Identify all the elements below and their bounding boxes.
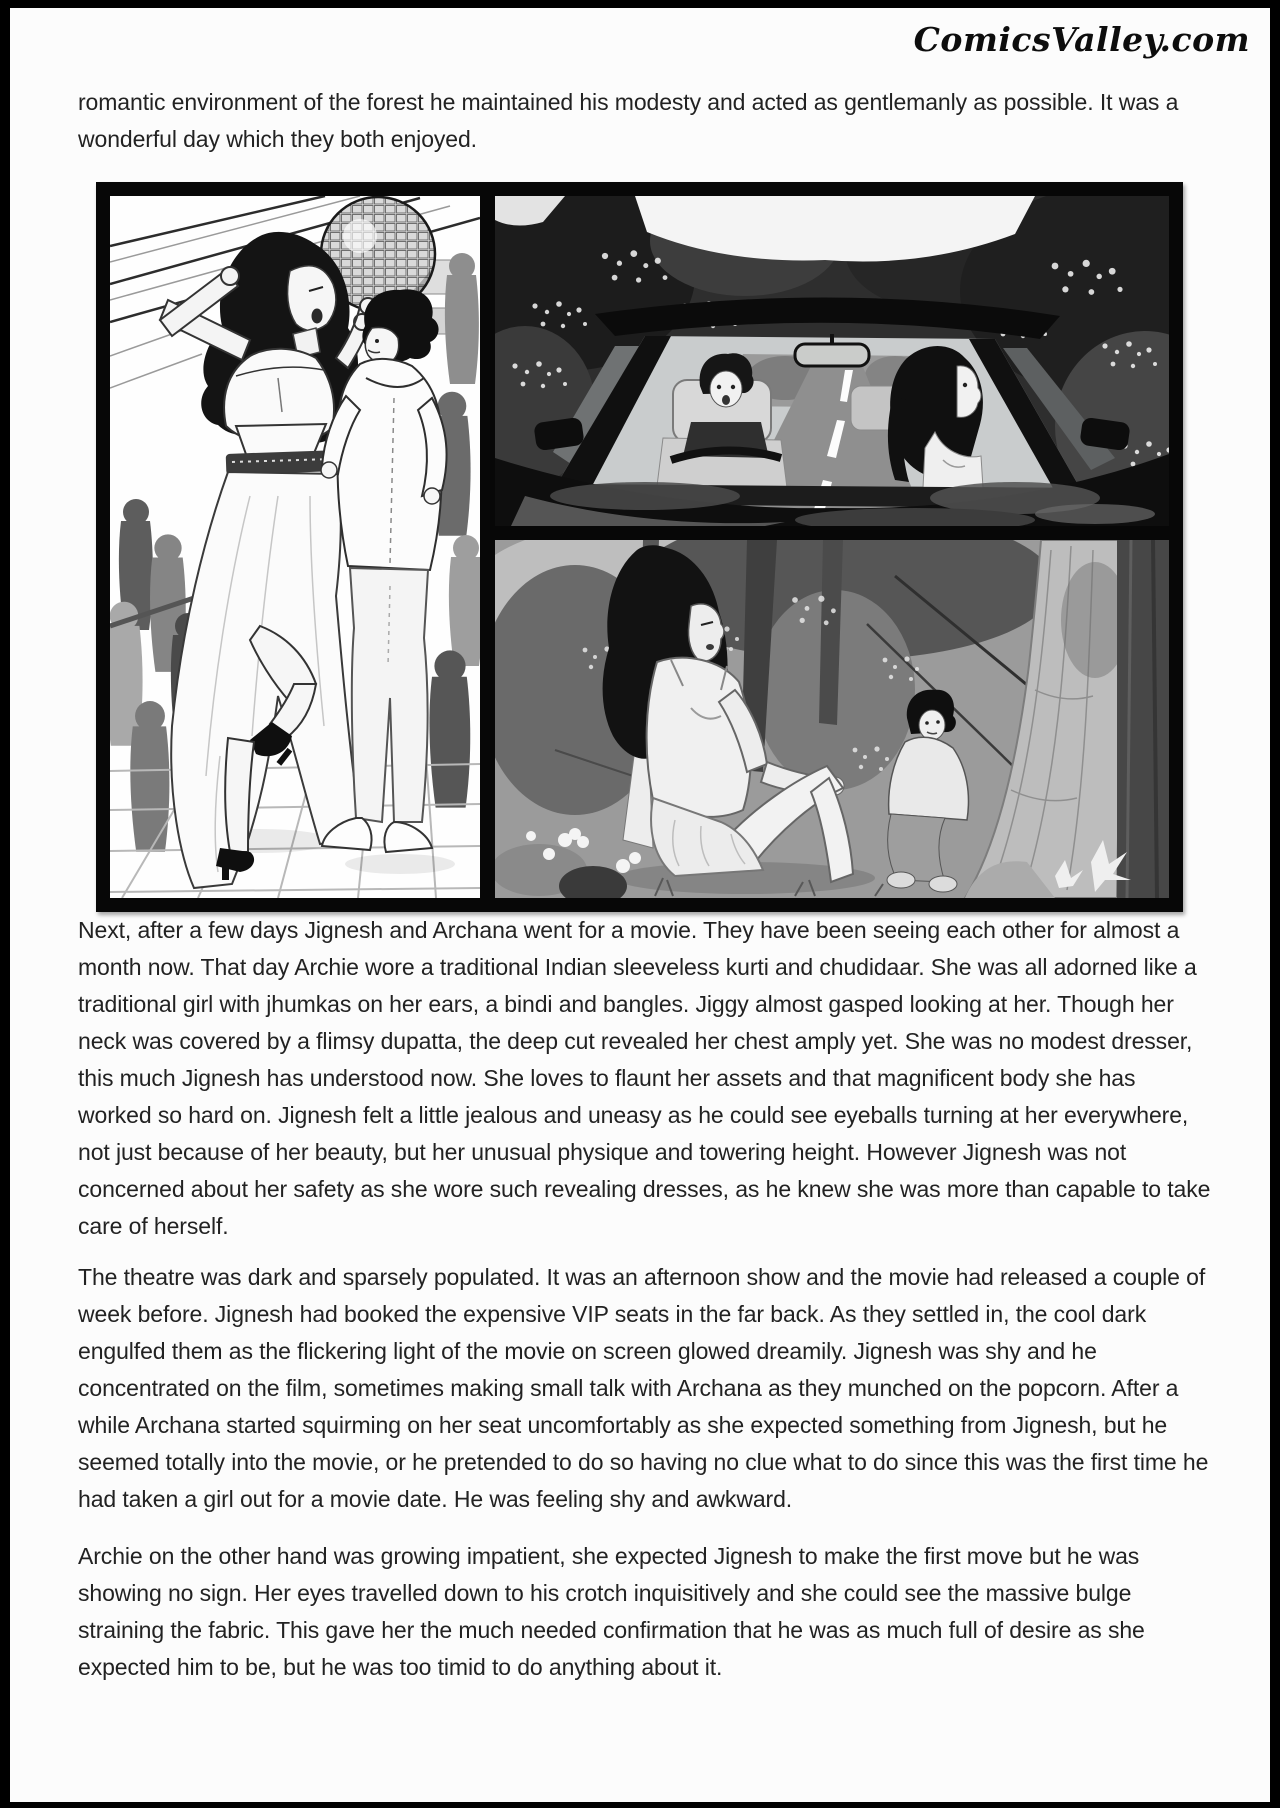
forest-sit-art: [495, 540, 1169, 898]
car-drive-art: [495, 196, 1169, 526]
comic-strip: [96, 182, 1183, 912]
paragraph-movie-date: Next, after a few days Jignesh and Archana went for a movie. They have been seeing each other for almost a month now. That day Archie wore a traditional Indian sleeveless kurti and chudidaar. She was all adorned like a traditional girl with jhumkas on her ears, a bindi and bangles. Jiggy almost gasped looking at her. Though her neck was covered by a flimsy dupatta, the deep cut revealed her chest amply yet. She was no modest dresser, this much Jignesh has understood now. She loves to flaunt her assets and that magnificent body she has worked so hard on. Jignesh felt a little jealous and uneasy as he could see eyeballs turning at her everywhere, not just because of her beauty, but her unusual physique and towering height. However Jignesh was not concerned about her safety as she wore such revealing dresses, as he knew she was more than capable to take care of herself.: [78, 917, 1211, 1239]
comic-story-page: [10, 8, 1270, 1802]
comic-right-column: [495, 196, 1169, 898]
site-logo: ComicsValley.com: [913, 20, 1250, 59]
comic-panel-car-drive: [495, 196, 1169, 526]
paragraph-impatient: Archie on the other hand was growing impatient, she expected Jignesh to make the first move but he was showing no sign. Her eyes travelled down to his crotch inquisitively and she could see the massive bulge straining the fabric. This gave her the much needed confirmation that he was as much full of desire as she expected him to be, but he was too timid to do anything about it.: [78, 1543, 1145, 1680]
dance-club-art: [110, 196, 480, 898]
paragraph-intro: romantic environment of the forest he maintained his modesty and acted as gentlemanly as possible. It was a wonderful day which they both enjoyed.: [78, 89, 1179, 152]
comic-panel-dance-club: [110, 196, 480, 898]
story-content: [78, 8, 1214, 1686]
comic-panel-forest-sit: [495, 540, 1169, 898]
paragraph-theatre: The theatre was dark and sparsely populated. It was an afternoon show and the movie had released a couple of week before. Jignesh had booked the expensive VIP seats in the far back. As they settled in, the cool dark engulfed them as the flickering light of the movie on screen glowed dreamily. Jignesh was shy and he concentrated on the film, sometimes making small talk with Archana as they munched on the popcorn. After a while Archana started squirming on her seat uncomfortably as she expected something from Jignesh, but he seemed totally into the movie, or he pretended to do so having no clue what to do since this was the first time he had taken a girl out for a movie date. He was feeling shy and awkward.: [78, 1264, 1209, 1512]
